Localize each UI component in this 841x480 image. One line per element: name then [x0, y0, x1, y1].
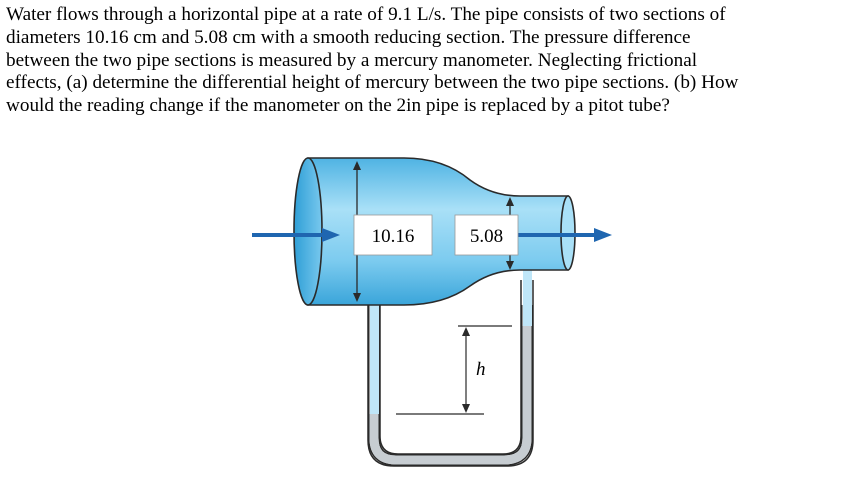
height-dimension: [396, 326, 512, 414]
large-diameter-label: [354, 215, 432, 255]
large-diameter-text: 10.16: [371, 226, 415, 247]
small-diameter-text: 5.08: [469, 226, 504, 247]
height-label: h: [476, 359, 486, 380]
pipe-inlet-end: [294, 158, 322, 305]
problem-line-1: Water flows through a horizontal pipe at a rate of 9.1 L/s. The pipe consists of two sections of: [6, 4, 726, 25]
problem-line-3: between the two pipe sections is measured by a mercury manometer. Neglecting frictional: [6, 49, 698, 71]
small-diameter-label: [455, 215, 518, 255]
problem-line-2: diameters 10.16 cm and 5.08 cm with a smooth reducing section. The pressure difference: [6, 26, 691, 48]
left-water-column: [370, 300, 379, 414]
right-water-column: [523, 270, 532, 326]
problem-line-4: effects, (a) determine the differential height of mercury between the two pipe sections. (b) How: [6, 72, 739, 94]
mercury: [374, 326, 527, 460]
problem-line-5: would the reading change if the manometer on the 2in pipe is replaced by a pitot tube?: [6, 95, 670, 117]
